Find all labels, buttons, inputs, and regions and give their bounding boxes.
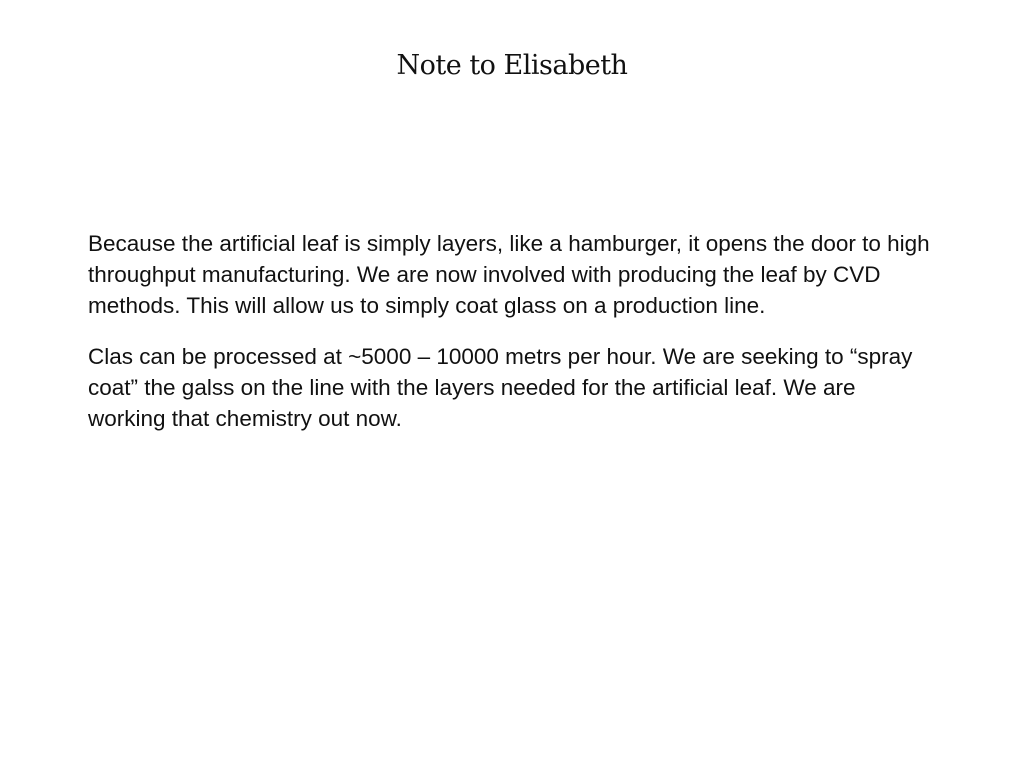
paragraph-manufacturing: Because the artificial leaf is simply layers, like a hamburger, it opens the door to high throughput manufacturing. We are now involved with producing the leaf by CVD methods. This will allow us to simply coat glass on a production line. — [88, 231, 930, 318]
slide-title: Note to Elisabeth — [396, 50, 628, 81]
slide-body — [88, 228, 938, 454]
paragraph-spray-coat: Clas can be processed at ~5000 – 10000 metrs per hour. We are seeking to “spray coat” the galss on the line with the layers needed for the artificial leaf. We are working that chemistry out now. — [88, 344, 913, 431]
